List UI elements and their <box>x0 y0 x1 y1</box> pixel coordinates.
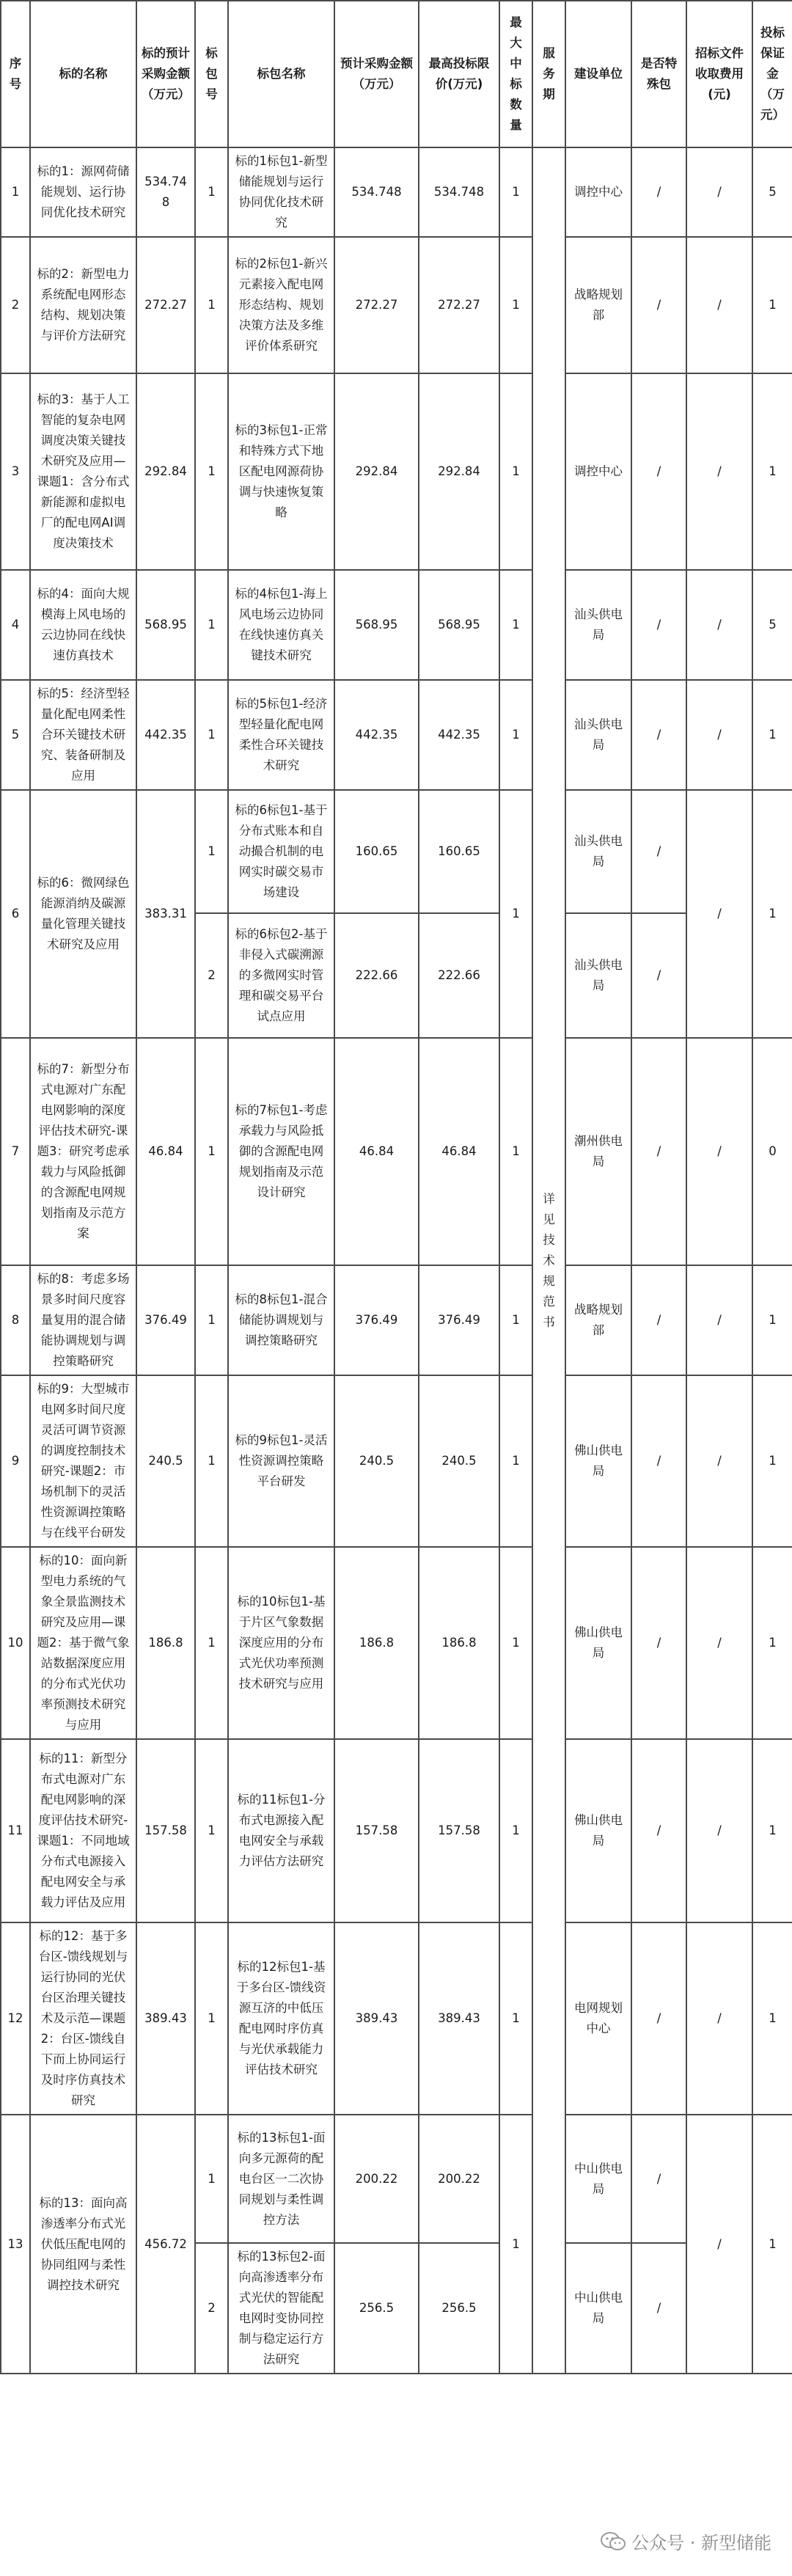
pkg-budget-cell: 272.27 <box>334 237 419 373</box>
deposit-cell: 1 <box>752 373 792 570</box>
max-winners-cell: 1 <box>499 147 532 237</box>
deposit-cell: 1 <box>752 1547 792 1739</box>
deposit-cell: 1 <box>752 790 792 1038</box>
max-bid-cell: 186.8 <box>419 1547 499 1739</box>
seq-cell: 5 <box>1 680 30 790</box>
max-winners-cell: 1 <box>499 1265 532 1375</box>
header-deposit: 投标保证金（万元） <box>752 1 792 147</box>
deposit-cell: 0 <box>752 1038 792 1265</box>
doc-fee-cell: / <box>686 1265 752 1375</box>
unit-cell: 电网规划中心 <box>565 1922 631 2115</box>
header-pkg-name: 标包名称 <box>228 1 334 147</box>
unit-cell: 汕头供电局 <box>565 913 631 1038</box>
header-lot-name: 标的名称 <box>30 1 136 147</box>
watermark-text: 公众号 · 新型储能 <box>631 2533 771 2553</box>
pkg-budget-cell: 240.5 <box>334 1375 419 1547</box>
doc-fee-cell: / <box>686 2115 752 2374</box>
max-winners-cell: 1 <box>499 1739 532 1922</box>
pkg-name-cell: 标的1标包1-新型储能规划与运行协同优化技术研究 <box>228 147 334 237</box>
max-winners-cell: 1 <box>499 1038 532 1265</box>
pkg-name-cell: 标的13标包1-面向多元源荷的配电台区一二次协同规划与柔性调控方法 <box>228 2115 334 2243</box>
special-cell: / <box>631 1038 686 1265</box>
doc-fee-cell: / <box>686 147 752 237</box>
unit-cell: 中山供电局 <box>565 2115 631 2243</box>
lot-name-cell: 标的12：基于多台区-馈线规划与运行协同的光伏台区治理关键技术及示范—课题2：台区-馈线自下而上协同运行及时序仿真技术研究 <box>30 1922 136 2115</box>
seq-cell: 12 <box>1 1922 30 2115</box>
special-cell: / <box>631 2115 686 2243</box>
service-period-cell: 详见技术规范书 <box>532 147 565 2374</box>
pkg-no-cell: 2 <box>195 2243 228 2374</box>
unit-cell: 中山供电局 <box>565 2243 631 2374</box>
lot-name-cell: 标的11：新型分布式电源对广东配电网影响的深度评估技术研究-课题1：不同地域分布式电源接入配电网安全与承载力评估及应用 <box>30 1739 136 1922</box>
max-bid-cell: 376.49 <box>419 1265 499 1375</box>
unit-cell: 调控中心 <box>565 373 631 570</box>
pkg-name-cell: 标的5标包1-经济型轻量化配电网柔性合环关键技术研究 <box>228 680 334 790</box>
special-cell: / <box>631 147 686 237</box>
pkg-name-cell: 标的6标包1-基于分布式账本和自动撮合机制的电网实时碳交易市场建设 <box>228 790 334 913</box>
pkg-budget-cell: 200.22 <box>334 2115 419 2243</box>
header-lot-budget: 标的预计采购金额（万元） <box>136 1 195 147</box>
lot-name-cell: 标的9：大型城市电网多时间尺度灵活可调节资源的调度控制技术研究-课题2：市场机制下的灵活性资源调控策略与在线平台研发 <box>30 1375 136 1547</box>
deposit-cell: 1 <box>752 1922 792 2115</box>
pkg-no-cell: 1 <box>195 1739 228 1922</box>
seq-cell: 1 <box>1 147 30 237</box>
pkg-name-cell: 标的7标包1-考虑承载力与风险抵御的含源配电网规划指南及示范设计研究 <box>228 1038 334 1265</box>
lot-budget-cell: 186.8 <box>136 1547 195 1739</box>
lot-name-cell: 标的2：新型电力系统配电网形态结构、规划决策与评价方法研究 <box>30 237 136 373</box>
doc-fee-cell: / <box>686 1922 752 2115</box>
unit-cell: 调控中心 <box>565 147 631 237</box>
header-unit: 建设单位 <box>565 1 631 147</box>
header-service-period: 服务期 <box>532 1 565 147</box>
special-cell: / <box>631 1375 686 1547</box>
pkg-name-cell: 标的4标包1-海上风电场云边协同在线快速仿真关键技术研究 <box>228 570 334 680</box>
pkg-budget-cell: 442.35 <box>334 680 419 790</box>
pkg-budget-cell: 222.66 <box>334 913 419 1038</box>
max-winners-cell: 1 <box>499 2115 532 2374</box>
pkg-budget-cell: 292.84 <box>334 373 419 570</box>
unit-cell: 汕头供电局 <box>565 680 631 790</box>
unit-cell: 战略规划部 <box>565 1265 631 1375</box>
max-winners-cell: 1 <box>499 1547 532 1739</box>
header-pkg-budget: 预计采购金额（万元） <box>334 1 419 147</box>
table-row <box>1 1739 792 1922</box>
max-bid-cell: 389.43 <box>419 1922 499 2115</box>
lot-budget-cell: 383.31 <box>136 790 195 1038</box>
doc-fee-cell: / <box>686 1038 752 1265</box>
max-bid-cell: 256.5 <box>419 2243 499 2374</box>
max-bid-cell: 534.748 <box>419 147 499 237</box>
seq-cell: 4 <box>1 570 30 680</box>
pkg-name-cell: 标的9标包1-灵活性资源调控策略平台研发 <box>228 1375 334 1547</box>
lot-budget-cell: 442.35 <box>136 680 195 790</box>
max-bid-cell: 442.35 <box>419 680 499 790</box>
header-max-bid: 最高投标限价(万元) <box>419 1 499 147</box>
seq-cell: 9 <box>1 1375 30 1547</box>
special-cell: / <box>631 2243 686 2374</box>
deposit-cell: 1 <box>752 237 792 373</box>
header-doc-fee: 招标文件收取费用(元) <box>686 1 752 147</box>
max-winners-cell: 1 <box>499 680 532 790</box>
wechat-icon <box>601 2531 626 2552</box>
lot-budget-cell: 376.49 <box>136 1265 195 1375</box>
pkg-no-cell: 1 <box>195 1547 228 1739</box>
special-cell: / <box>631 237 686 373</box>
header-max-winners: 最大中标数量 <box>499 1 532 147</box>
pkg-no-cell: 1 <box>195 1265 228 1375</box>
deposit-cell: 1 <box>752 680 792 790</box>
max-bid-cell: 272.27 <box>419 237 499 373</box>
doc-fee-cell: / <box>686 1375 752 1547</box>
max-bid-cell: 240.5 <box>419 1375 499 1547</box>
lot-budget-cell: 534.748 <box>136 147 195 237</box>
special-cell: / <box>631 1547 686 1739</box>
pkg-budget-cell: 389.43 <box>334 1922 419 2115</box>
table-row <box>1 1375 792 1547</box>
table-row <box>1 237 792 373</box>
special-cell: / <box>631 913 686 1038</box>
pkg-no-cell: 1 <box>195 373 228 570</box>
unit-cell: 佛山供电局 <box>565 1547 631 1739</box>
lot-name-cell: 标的6：微网绿色能源消纳及碳源量化管理关键技术研究及应用 <box>30 790 136 1038</box>
doc-fee-cell: / <box>686 680 752 790</box>
lot-name-cell: 标的5：经济型轻量化配电网柔性合环关键技术研究、装备研制及应用 <box>30 680 136 790</box>
pkg-name-cell: 标的2标包1-新兴元素接入配电网形态结构、规划决策方法及多维评价体系研究 <box>228 237 334 373</box>
pkg-no-cell: 1 <box>195 570 228 680</box>
doc-fee-cell: / <box>686 790 752 1038</box>
pkg-name-cell: 标的8标包1-混合储能协调规划与调控策略研究 <box>228 1265 334 1375</box>
seq-cell: 2 <box>1 237 30 373</box>
special-cell: / <box>631 1739 686 1922</box>
seq-cell: 13 <box>1 2115 30 2374</box>
pkg-budget-cell: 376.49 <box>334 1265 419 1375</box>
table-row <box>1 1922 792 2115</box>
pkg-budget-cell: 534.748 <box>334 147 419 237</box>
table-row <box>1 570 792 680</box>
table-row <box>1 1038 792 1265</box>
lot-name-cell: 标的8：考虑多场景多时间尺度容量复用的混合储能协调规划与调控策略研究 <box>30 1265 136 1375</box>
pkg-name-cell: 标的3标包1-正常和特殊方式下地区配电网源荷协调与快速恢复策略 <box>228 373 334 570</box>
special-cell: / <box>631 570 686 680</box>
lot-budget-cell: 389.43 <box>136 1922 195 2115</box>
table-row <box>1 2115 792 2243</box>
deposit-cell: 5 <box>752 147 792 237</box>
lot-budget-cell: 568.95 <box>136 570 195 680</box>
unit-cell: 汕头供电局 <box>565 570 631 680</box>
max-winners-cell: 1 <box>499 1375 532 1547</box>
deposit-cell: 5 <box>752 570 792 680</box>
pkg-no-cell: 1 <box>195 147 228 237</box>
pkg-no-cell: 1 <box>195 1038 228 1265</box>
watermark <box>601 2528 771 2554</box>
table-row <box>1 680 792 790</box>
lot-name-cell: 标的4：面向大规模海上风电场的云边协同在线快速仿真技术 <box>30 570 136 680</box>
deposit-cell: 1 <box>752 2115 792 2374</box>
max-bid-cell: 568.95 <box>419 570 499 680</box>
table-row <box>1 373 792 570</box>
pkg-budget-cell: 186.8 <box>334 1547 419 1739</box>
pkg-name-cell: 标的6标包2-基于非侵入式碳溯源的多微网实时管理和碳交易平台试点应用 <box>228 913 334 1038</box>
lot-budget-cell: 272.27 <box>136 237 195 373</box>
max-winners-cell: 1 <box>499 237 532 373</box>
pkg-budget-cell: 160.65 <box>334 790 419 913</box>
doc-fee-cell: / <box>686 1547 752 1739</box>
pkg-no-cell: 1 <box>195 790 228 913</box>
unit-cell: 汕头供电局 <box>565 790 631 913</box>
lot-budget-cell: 292.84 <box>136 373 195 570</box>
table-row <box>1 790 792 913</box>
lot-name-cell: 标的10：面向新型电力系统的气象全景监测技术研究及应用—课题2：基于微气象站数据深度应用的分布式光伏功率预测技术研究与应用 <box>30 1547 136 1739</box>
pkg-no-cell: 1 <box>195 2115 228 2243</box>
doc-fee-cell: / <box>686 373 752 570</box>
special-cell: / <box>631 1922 686 2115</box>
deposit-cell: 1 <box>752 1375 792 1547</box>
special-cell: / <box>631 373 686 570</box>
seq-cell: 8 <box>1 1265 30 1375</box>
max-bid-cell: 200.22 <box>419 2115 499 2243</box>
pkg-name-cell: 标的10标包1-基于片区气象数据深度应用的分布式光伏功率预测技术研究与应用 <box>228 1547 334 1739</box>
header-pkg-no: 标包号 <box>195 1 228 147</box>
max-bid-cell: 157.58 <box>419 1739 499 1922</box>
lot-budget-cell: 456.72 <box>136 2115 195 2374</box>
unit-cell: 潮州供电局 <box>565 1038 631 1265</box>
pkg-no-cell: 2 <box>195 913 228 1038</box>
table-row <box>1 147 792 237</box>
pkg-budget-cell: 46.84 <box>334 1038 419 1265</box>
pkg-no-cell: 1 <box>195 1922 228 2115</box>
doc-fee-cell: / <box>686 237 752 373</box>
unit-cell: 佛山供电局 <box>565 1375 631 1547</box>
max-winners-cell: 1 <box>499 790 532 1038</box>
max-bid-cell: 46.84 <box>419 1038 499 1265</box>
max-winners-cell: 1 <box>499 373 532 570</box>
lot-budget-cell: 240.5 <box>136 1375 195 1547</box>
pkg-no-cell: 1 <box>195 237 228 373</box>
special-cell: / <box>631 790 686 913</box>
doc-fee-cell: / <box>686 1739 752 1922</box>
doc-fee-cell: / <box>686 570 752 680</box>
seq-cell: 6 <box>1 790 30 1038</box>
deposit-cell: 1 <box>752 1739 792 1922</box>
lot-name-cell: 标的3：基于人工智能的复杂电网调度决策关键技术研究及应用—课题1：含分布式新能源和虚拟电厂的配电网AI调度决策技术 <box>30 373 136 570</box>
table-body <box>1 147 792 2374</box>
pkg-budget-cell: 256.5 <box>334 2243 419 2374</box>
max-winners-cell: 1 <box>499 1922 532 2115</box>
pkg-budget-cell: 568.95 <box>334 570 419 680</box>
lot-name-cell: 标的7：新型分布式电源对广东配电网影响的深度评估技术研究-课题3：研究考虑承载力与风险抵御的含源配电网规划指南及示范方案 <box>30 1038 136 1265</box>
pkg-no-cell: 1 <box>195 1375 228 1547</box>
pkg-budget-cell: 157.58 <box>334 1739 419 1922</box>
seq-cell: 11 <box>1 1739 30 1922</box>
table-row <box>1 1547 792 1739</box>
header-row <box>1 1 792 147</box>
lot-budget-cell: 46.84 <box>136 1038 195 1265</box>
lot-budget-cell: 157.58 <box>136 1739 195 1922</box>
lot-name-cell: 标的13：面向高渗透率分布式光伏低压配电网的协同组网与柔性调控技术研究 <box>30 2115 136 2374</box>
seq-cell: 10 <box>1 1547 30 1739</box>
table-row <box>1 1265 792 1375</box>
unit-cell: 战略规划部 <box>565 237 631 373</box>
max-winners-cell: 1 <box>499 570 532 680</box>
pkg-no-cell: 1 <box>195 680 228 790</box>
special-cell: / <box>631 1265 686 1375</box>
header-special: 是否特殊包 <box>631 1 686 147</box>
pkg-name-cell: 标的12标包1-基于多台区-馈线资源互济的中低压配电网时序仿真与光伏承载能力评估技术研究 <box>228 1922 334 2115</box>
deposit-cell: 1 <box>752 1265 792 1375</box>
max-bid-cell: 292.84 <box>419 373 499 570</box>
pkg-name-cell: 标的11标包1-分布式电源接入配电网安全与承载力评估方法研究 <box>228 1739 334 1922</box>
seq-cell: 3 <box>1 373 30 570</box>
special-cell: / <box>631 680 686 790</box>
lot-name-cell: 标的1：源网荷储能规划、运行协同优化技术研究 <box>30 147 136 237</box>
pkg-name-cell: 标的13标包2-面向高渗透率分布式光伏的智能配电网时变协同控制与稳定运行方法研究 <box>228 2243 334 2374</box>
unit-cell: 佛山供电局 <box>565 1739 631 1922</box>
max-bid-cell: 160.65 <box>419 790 499 913</box>
max-bid-cell: 222.66 <box>419 913 499 1038</box>
header-seq: 序号 <box>1 1 30 147</box>
seq-cell: 7 <box>1 1038 30 1265</box>
